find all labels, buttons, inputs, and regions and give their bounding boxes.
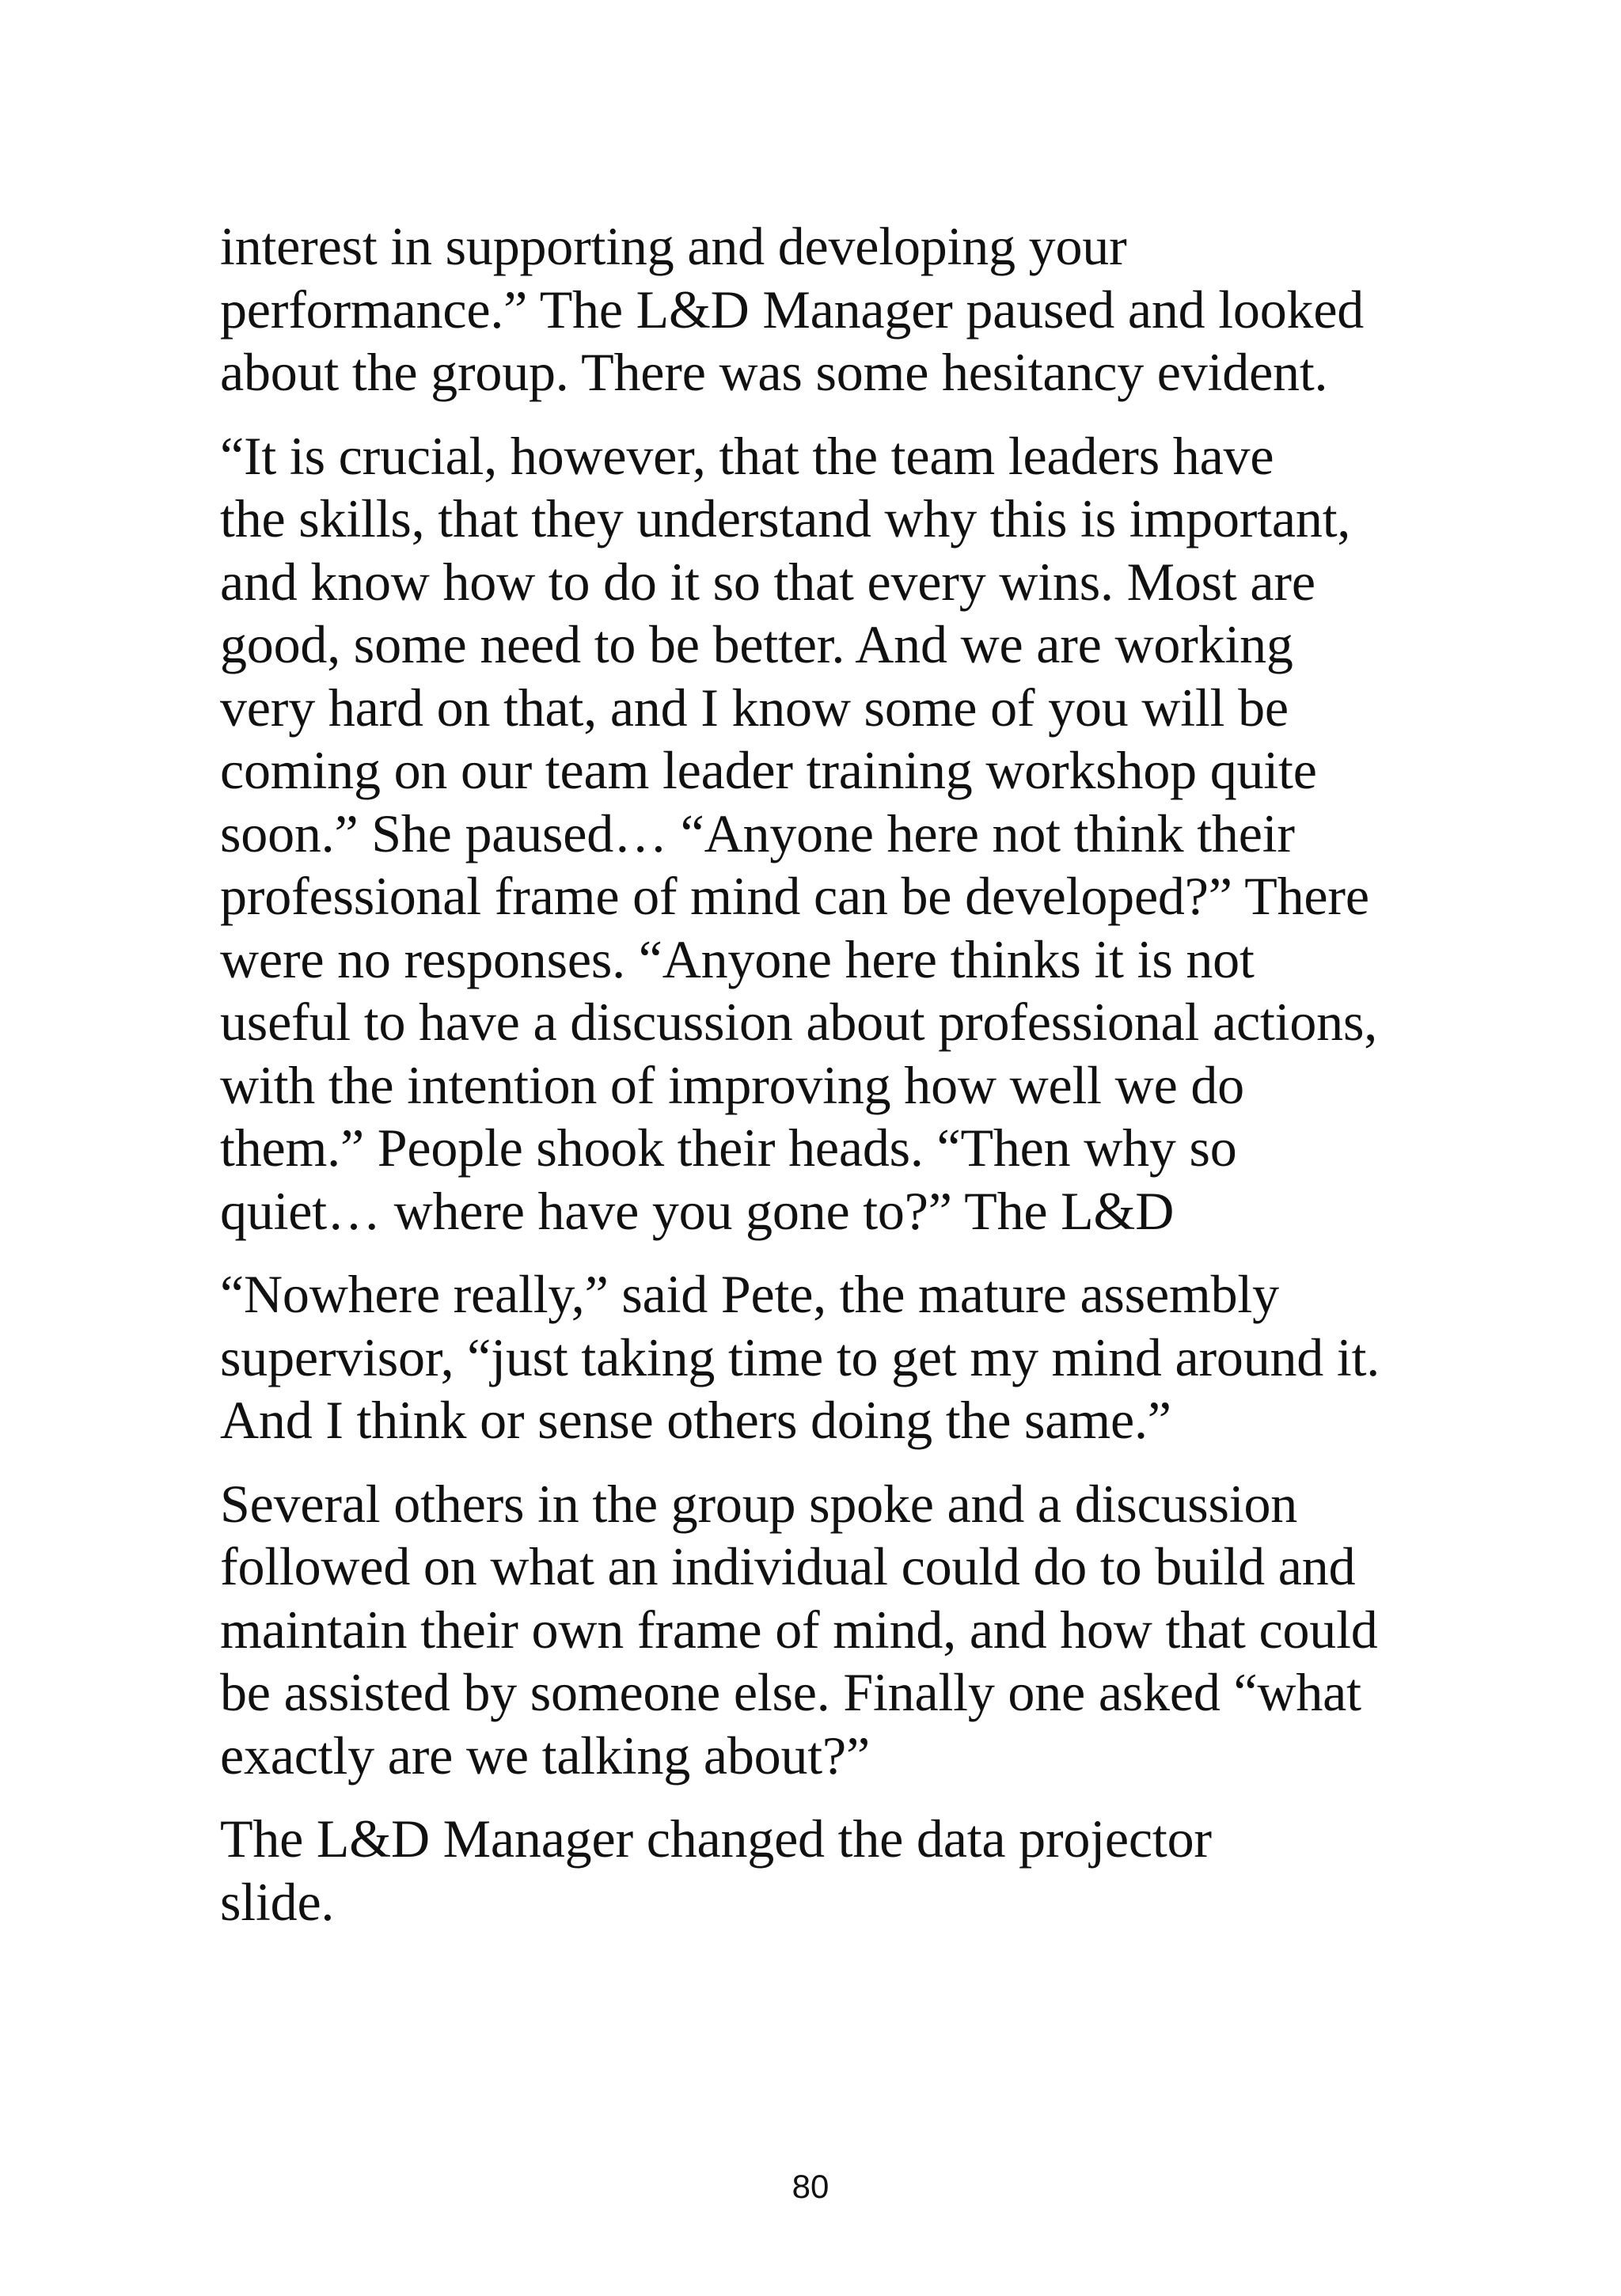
text-line: useful to have a discussion about professional actions,	[220, 992, 1378, 1052]
body-text	[220, 215, 1407, 1954]
paragraph-4	[220, 1473, 1407, 1788]
text-line: “Nowhere really,” said Pete, the mature assembly	[220, 1264, 1279, 1324]
text-line: soon.” She paused… “Anyone here not think their	[220, 803, 1295, 863]
text-line: “It is crucial, however, that the team leaders have	[220, 425, 1274, 486]
text-line: very hard on that, and I know some of you will be	[220, 677, 1289, 738]
text-line: slide.	[220, 1871, 335, 1932]
text-line: with the intention of improving how well we do	[220, 1054, 1244, 1115]
text-line: and know how to do it so that every wins. Most are	[220, 551, 1315, 612]
text-line: the skills, that they understand why this is important,	[220, 488, 1351, 548]
paragraph-1	[220, 215, 1407, 404]
text-line: maintain their own frame of mind, and how that could	[220, 1599, 1378, 1660]
text-line: quiet… where have you gone to?” The L&D	[220, 1180, 1175, 1241]
text-line: them.” People shook their heads. “Then why so	[220, 1118, 1237, 1178]
text-line: were no responses. “Anyone here thinks it is not	[220, 928, 1255, 989]
text-line: The L&D Manager changed the data projector	[220, 1808, 1212, 1869]
paragraph-5	[220, 1808, 1407, 1934]
text-line: Several others in the group spoke and a discussion	[220, 1473, 1298, 1534]
text-line: coming on our team leader training workshop quite	[220, 740, 1317, 800]
text-line: supervisor, “just taking time to get my mind around it.	[220, 1326, 1380, 1387]
text-line: professional frame of mind can be developed?” There	[220, 866, 1369, 926]
text-line: good, some need to be better. And we are working	[220, 614, 1293, 674]
text-line: about the group. There was some hesitancy evident.	[220, 342, 1328, 402]
text-line: performance.” The L&D Manager paused and looked	[220, 279, 1365, 340]
paragraph-3	[220, 1263, 1407, 1452]
paragraph-2	[220, 425, 1407, 1243]
text-line: be assisted by someone else. Finally one asked “what	[220, 1662, 1361, 1722]
text-line: And I think or sense others doing the same.”	[220, 1390, 1171, 1450]
page-number: 80	[792, 2168, 829, 2205]
text-line: exactly are we talking about?”	[220, 1725, 870, 1786]
text-line: interest in supporting and developing your	[220, 216, 1127, 276]
text-line: followed on what an individual could do to build and	[220, 1536, 1356, 1596]
